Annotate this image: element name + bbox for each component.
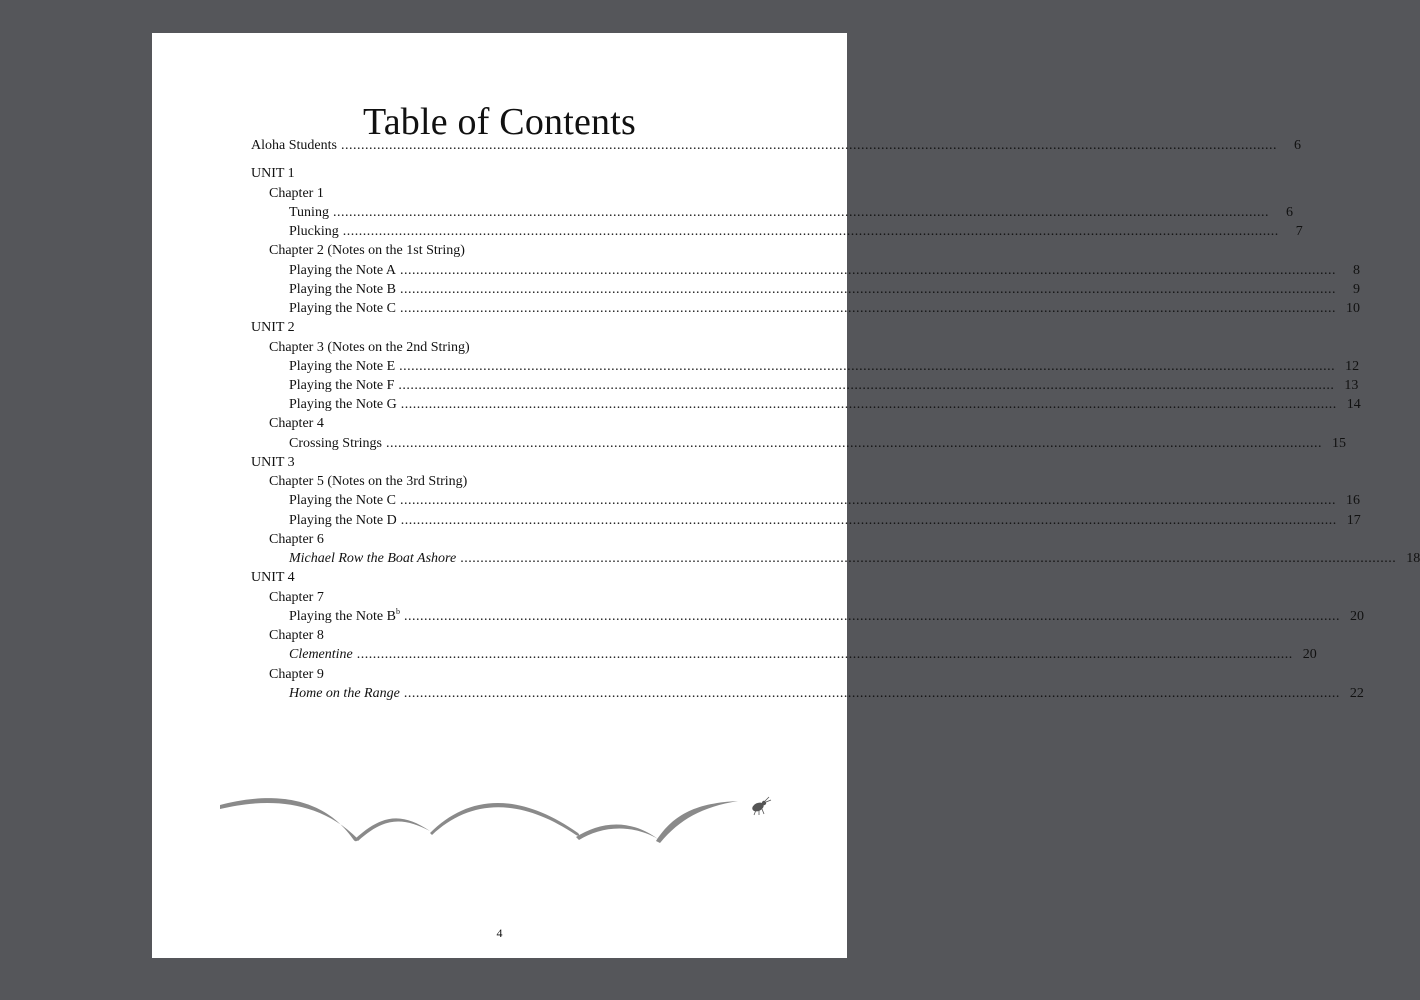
dot-leader: .......................................................................................................................................................................................................................................... xyxy=(342,224,1279,239)
toc-entry-label: Playing the Note F xyxy=(289,378,395,393)
toc-entry-label: Crossing Strings xyxy=(289,436,382,451)
toc-entry-label: Home on the Range xyxy=(289,686,400,701)
toc-entry-label: Playing the Note B xyxy=(289,282,396,297)
toc-entry-label: Michael Row the Boat Ashore xyxy=(289,551,457,566)
dot-leader: .......................................................................................................................................................................................................................................... xyxy=(332,205,1269,220)
dot-leader: .......................................................................................................................................................................................................................................... xyxy=(403,686,1340,701)
dot-leader: .......................................................................................................................................................................................................................................... xyxy=(399,301,1336,316)
toc-entry-aloha-students[interactable] xyxy=(251,137,1301,155)
toc-entry-tuning[interactable] xyxy=(289,204,1293,222)
toc-page-number: 6 xyxy=(1293,138,1301,153)
toc-entry-note-b[interactable] xyxy=(289,281,1360,299)
toc-entry-note-g[interactable] xyxy=(289,396,1361,414)
toc-page-number: 18 xyxy=(1406,551,1420,566)
toc-chapter-heading: Chapter 9 xyxy=(269,667,324,682)
toc-page-number: 8 xyxy=(1352,263,1360,278)
toc-entry-note-f[interactable] xyxy=(289,377,1359,395)
toc-page-number: 6 xyxy=(1285,205,1293,220)
dot-leader: .......................................................................................................................................................................................................................................... xyxy=(400,513,1337,528)
toc-unit-heading: UNIT 3 xyxy=(251,455,295,470)
dot-leader: .......................................................................................................................................................................................................................................... xyxy=(460,551,1397,566)
toc-entry-clementine[interactable] xyxy=(289,646,1317,664)
toc-page-number: 12 xyxy=(1345,359,1360,374)
dot-leader: .......................................................................................................................................................................................................................................... xyxy=(340,138,1277,153)
dot-leader: .......................................................................................................................................................................................................................................... xyxy=(399,263,1336,278)
bug-icon xyxy=(751,797,771,815)
toc-entry-label: Plucking xyxy=(289,224,339,239)
dot-leader: .......................................................................................................................................................................................................................................... xyxy=(398,378,1335,393)
toc-page-number: 14 xyxy=(1346,397,1361,412)
page-number: 4 xyxy=(496,926,503,940)
toc-chapter-heading: Chapter 5 (Notes on the 3rd String) xyxy=(269,474,468,489)
toc-chapter-heading: Chapter 3 (Notes on the 2nd String) xyxy=(269,340,470,355)
toc-entry-note-e[interactable] xyxy=(289,358,1360,376)
toc-entry-note-c-3rd[interactable] xyxy=(289,492,1360,510)
toc-chapter-heading: Chapter 2 (Notes on the 1st String) xyxy=(269,243,465,258)
toc-page-number: 13 xyxy=(1344,378,1359,393)
toc-entry-label: Aloha Students xyxy=(251,138,337,153)
toc-unit-heading: UNIT 4 xyxy=(251,570,295,585)
toc-entry-home-on-the-range[interactable] xyxy=(289,685,1364,703)
wave-strings-decoration xyxy=(218,793,788,853)
toc-entry-label: Playing the Note G xyxy=(289,397,397,412)
toc-entry-crossing-strings[interactable] xyxy=(289,435,1346,453)
toc-page-number: 10 xyxy=(1345,301,1360,316)
toc-entry-note-b-flat[interactable] xyxy=(289,607,1364,626)
toc-entry-michael-row[interactable] xyxy=(289,550,1420,568)
dot-leader: .......................................................................................................................................................................................................................................... xyxy=(399,359,1336,374)
toc-chapter-heading: Chapter 8 xyxy=(269,628,324,643)
flat-superscript: b xyxy=(395,607,400,616)
toc-entry-note-a[interactable] xyxy=(289,262,1360,280)
dot-leader: .......................................................................................................................................................................................................................................... xyxy=(385,436,1322,451)
dot-leader: .......................................................................................................................................................................................................................................... xyxy=(400,397,1337,412)
toc-entry-plucking[interactable] xyxy=(289,223,1303,241)
toc-unit-heading: UNIT 2 xyxy=(251,320,295,335)
dot-leader: .......................................................................................................................................................................................................................................... xyxy=(356,647,1293,662)
toc-page-number: 16 xyxy=(1345,493,1360,508)
dot-leader: .......................................................................................................................................................................................................................................... xyxy=(403,609,1340,624)
toc-unit-heading: UNIT 1 xyxy=(251,166,295,181)
toc-entry-label: Playing the Note D xyxy=(289,513,397,528)
dot-leader: .......................................................................................................................................................................................................................................... xyxy=(399,282,1336,297)
toc-chapter-heading: Chapter 4 xyxy=(269,416,324,431)
toc-entry-label: Playing the Note E xyxy=(289,359,396,374)
toc-entry-label: Tuning xyxy=(289,205,329,220)
toc-page-number: 17 xyxy=(1346,513,1361,528)
toc-entry-note-c[interactable] xyxy=(289,300,1360,318)
toc-page-number: 20 xyxy=(1302,647,1317,662)
toc-chapter-heading: Chapter 7 xyxy=(269,590,324,605)
toc-page-number: 22 xyxy=(1349,686,1364,701)
toc-entry-label xyxy=(289,608,400,626)
toc-page-number: 9 xyxy=(1352,282,1360,297)
toc-entry-label: Playing the Note C xyxy=(289,493,396,508)
toc-entry-note-d[interactable] xyxy=(289,512,1361,530)
toc-page-number: 15 xyxy=(1331,436,1346,451)
toc-entry-label: Playing the Note C xyxy=(289,301,396,316)
toc-entry-label: Playing the Note A xyxy=(289,263,396,278)
toc-page-number: 7 xyxy=(1295,224,1303,239)
toc-page-number: 20 xyxy=(1349,609,1364,624)
toc-chapter-heading: Chapter 1 xyxy=(269,186,324,201)
toc-entry-label: Clementine xyxy=(289,647,353,662)
toc-chapter-heading: Chapter 6 xyxy=(269,532,324,547)
page-title: Table of Contents xyxy=(362,101,637,143)
document-page xyxy=(152,33,1420,958)
dot-leader: .......................................................................................................................................................................................................................................... xyxy=(399,493,1336,508)
toc-entry-label-text: Playing the Note B xyxy=(289,609,396,624)
